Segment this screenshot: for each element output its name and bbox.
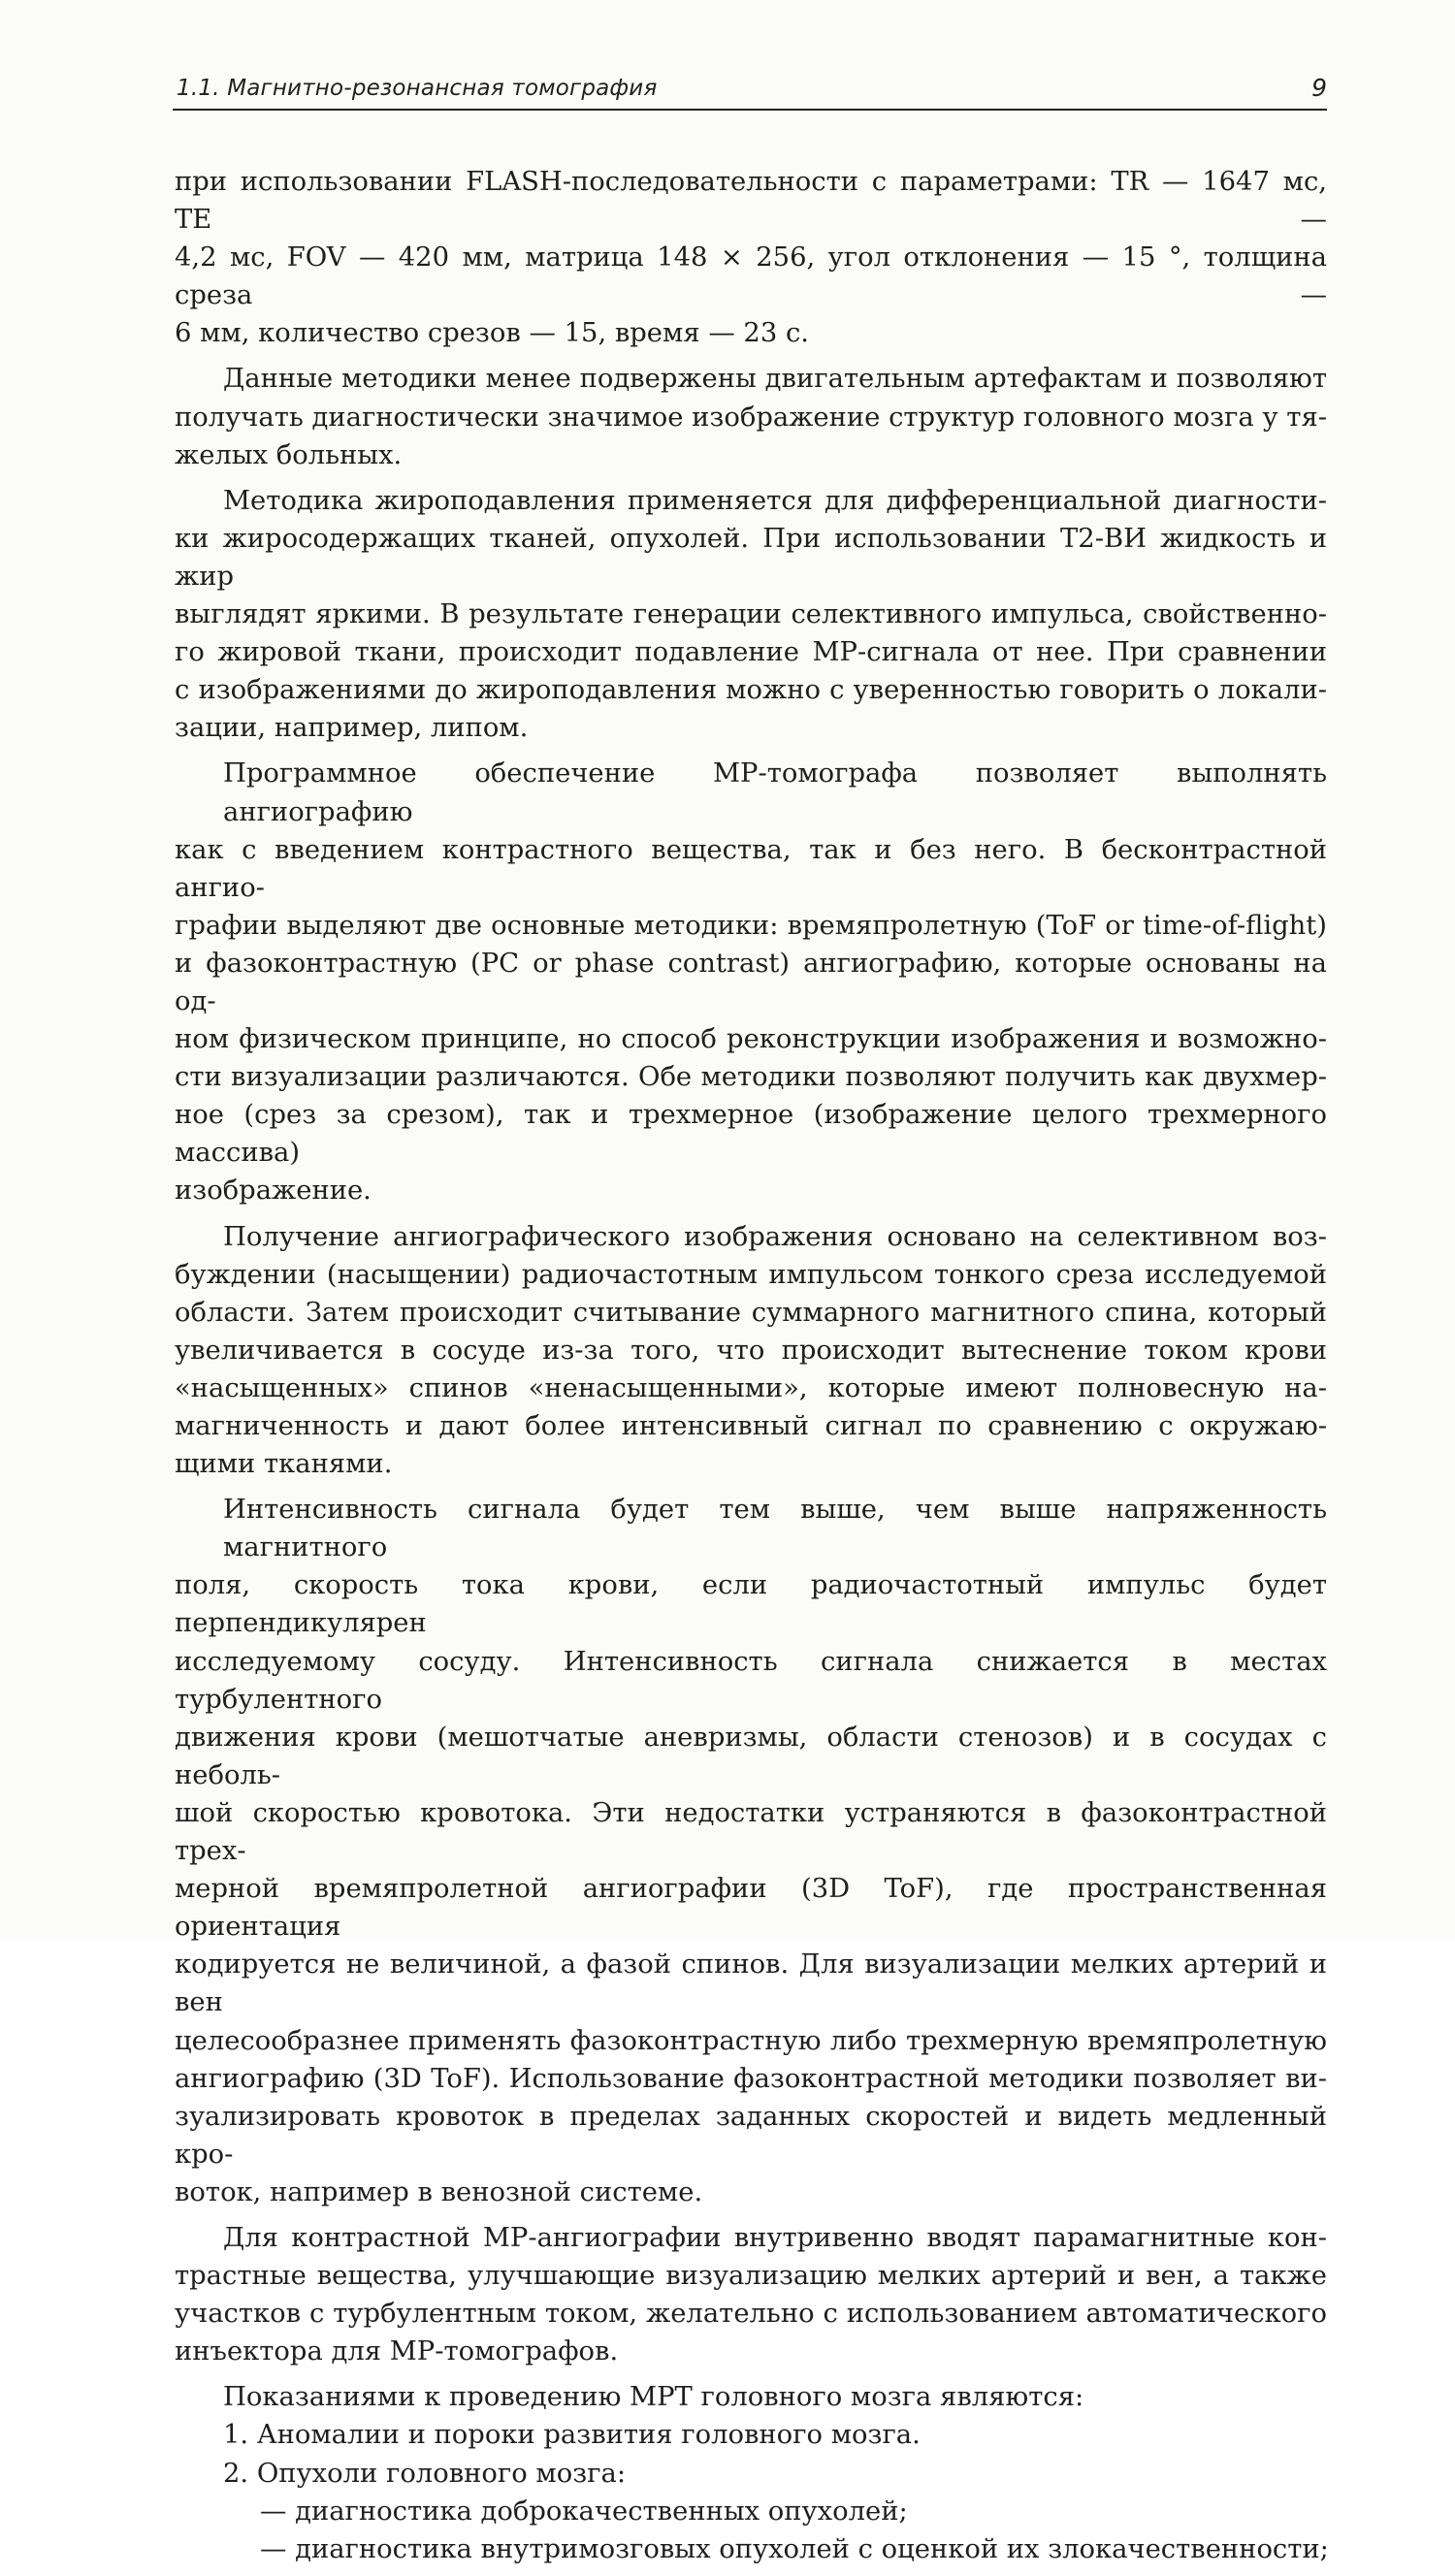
text-line: 6 мм, количество срезов — 15, время — 23 с.	[175, 318, 810, 349]
text-line: трастные вещества, улучшающие визуализацию мелких артерий и вен, а также	[175, 2261, 1327, 2292]
text-line: Получение ангиографического изображения основано на селективном воз-	[223, 1221, 1327, 1252]
paragraph	[175, 2219, 1327, 2370]
text-line: области. Затем происходит считывание суммарного магнитного спина, который	[175, 1297, 1327, 1328]
text-line: изображение.	[175, 1175, 372, 1207]
text-line: с изображениями до жироподавления можно с уверенностью говорить о локали-	[175, 675, 1327, 706]
text-line: буждении (насыщении) радиочастотным импульсом тонкого среза исследуемой	[175, 1259, 1327, 1290]
paragraph	[175, 360, 1327, 473]
text-line: Интенсивность сигнала будет тем выше, чем выше напряженность магнитного	[223, 1495, 1327, 1563]
text-line: инъектора для МР-томографов.	[175, 2336, 619, 2367]
text-line: — диагностика внутримозговых опухолей с оценкой их злокачественности;	[260, 2533, 1329, 2564]
text-line: — диагностика доброкачественных опухолей;	[260, 2496, 908, 2527]
text-line: Данные методики менее подвержены двигательным артефактам и позволяют	[223, 364, 1327, 395]
paragraph	[175, 163, 1327, 352]
paragraph	[175, 755, 1327, 1209]
text-line: выглядят яркими. В результате генерации селективного импульса, свойственно-	[175, 599, 1327, 630]
text-line: 1. Аномалии и пороки развития головного мозга.	[223, 2420, 921, 2451]
text-line: ангиографию (3D ToF). Использование фазоконтрастной методики позволяет ви-	[175, 2063, 1327, 2094]
text-line: движения крови (мешотчатые аневризмы, области стенозов) и в сосудах с неболь-	[175, 1722, 1327, 1790]
text-line: кодируется не величиной, а фазой спинов. Для визуализации мелких артерий и вен	[175, 1949, 1327, 2018]
paragraph	[175, 2378, 1327, 2567]
body-text	[175, 163, 1327, 2576]
text-line: щими тканями.	[175, 1449, 393, 1480]
text-line: увеличивается в сосуде из-за того, что происходит вытеснение током крови	[175, 1335, 1327, 1366]
text-line: получать диагностически значимое изображение структур головного мозга у тя-	[175, 402, 1327, 433]
text-line: зации, например, липом.	[175, 713, 529, 744]
text-line: сти визуализации различаются. Обе методики позволяют получить как двухмер-	[175, 1062, 1327, 1093]
text-line: графии выделяют две основные методики: времяпролетную (ToF or time-of-flight)	[175, 910, 1327, 941]
text-line: как с введением контрастного вещества, так и без него. В бесконтрастной ангио-	[175, 834, 1327, 903]
paragraph	[175, 1491, 1327, 2211]
text-line: поля, скорость тока крови, если радиочастотный импульс будет перпендикулярен	[175, 1570, 1327, 1639]
text-line: зуализировать кровоток в пределах заданных скоростей и видеть медленный кро-	[175, 2101, 1327, 2170]
text-line: ки жиросодержащих тканей, опухолей. При использовании T2-ВИ жидкость и жир	[175, 523, 1327, 592]
page-number: 9	[1311, 74, 1327, 102]
text-line: ном физическом принципе, но способ реконструкции изображения и возможно-	[175, 1024, 1327, 1055]
text-line: магниченность и дают более интенсивный сигнал по сравнению с окружаю-	[175, 1411, 1327, 1441]
text-line: и фазоконтрастную (PC or phase contrast) ангиографию, которые основаны на од-	[175, 948, 1327, 1016]
text-line: ное (срез за срезом), так и трехмерное (изображение целого трехмерного массива)	[175, 1100, 1327, 1169]
text-line: 2. Опухоли головного мозга:	[223, 2458, 627, 2489]
text-line: Показаниями к проведению МРТ головного мозга являются:	[223, 2382, 1084, 2413]
text-line: участков с турбулентным током, желательно с использованием автоматического	[175, 2299, 1327, 2330]
text-line: Методика жироподавления применяется для дифференциальной диагности-	[223, 485, 1327, 516]
text-line: желых больных.	[175, 439, 403, 470]
running-header	[173, 64, 1327, 111]
text-line: при использовании FLASH-последовательности с параметрами: TR — 1647 мс, TE —	[175, 167, 1327, 236]
text-line: целесообразнее применять фазоконтрастную либо трехмерную времяпролетную	[175, 2025, 1327, 2056]
text-line: шой скоростью кровотока. Эти недостатки устраняются в фазоконтрастной трех-	[175, 1797, 1327, 1867]
text-line: 4,2 мс, FOV — 420 мм, матрица 148 × 256, угол отклонения — 15 °, толщина среза —	[175, 242, 1327, 311]
paragraph	[175, 1218, 1327, 1484]
text-line: го жировой ткани, происходит подавление МР-сигнала от нее. При сравнении	[175, 637, 1327, 668]
section-title: 1.1. Магнитно-резонансная томография	[177, 76, 658, 101]
text-line: «насыщенных» спинов «ненасыщенными», которые имеют полновесную на-	[175, 1372, 1327, 1403]
text-line: исследуемому сосуду. Интенсивность сигнала снижается в местах турбулентного	[175, 1646, 1327, 1715]
text-line: Для контрастной МР-ангиографии внутривенно вводят парамагнитные кон-	[223, 2222, 1327, 2253]
paragraph	[175, 482, 1327, 748]
text-line: Программное обеспечение МР-томографа позволяет выполнять ангиографию	[223, 758, 1327, 827]
text-line: воток, например в венозной системе.	[175, 2176, 703, 2207]
text-line: мерной времяпролетной ангиографии (3D ToF), где пространственная ориентация	[175, 1874, 1327, 1943]
header-rule	[173, 109, 1327, 111]
